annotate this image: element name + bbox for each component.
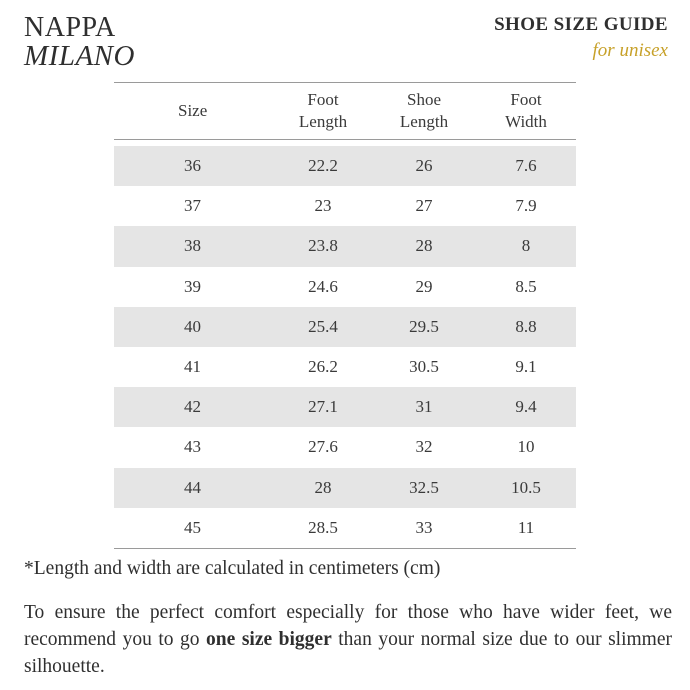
cell-size: 38 xyxy=(184,236,201,256)
table-row xyxy=(114,468,576,508)
cell-foot-width: 9.1 xyxy=(515,357,537,377)
guide-subtitle: for unisex xyxy=(592,40,668,61)
cell-size: 42 xyxy=(184,397,201,417)
table-row xyxy=(114,226,576,266)
header-foot-length-line1: Foot xyxy=(307,90,339,109)
cell-foot-width: 10.5 xyxy=(511,477,541,497)
size-table xyxy=(114,82,576,549)
header-foot-length xyxy=(274,89,372,133)
header-foot-width-line1: Foot xyxy=(510,90,542,109)
header-size-label: Size xyxy=(178,101,208,120)
cell-foot-length: 25.4 xyxy=(308,316,338,336)
cell-foot-length: 24.6 xyxy=(308,276,338,296)
cell-size: 43 xyxy=(184,437,201,457)
table-row xyxy=(114,387,576,427)
header-shoe-length-line1: Shoe xyxy=(407,90,441,109)
cell-size: 40 xyxy=(184,316,201,336)
cell-foot-length: 28.5 xyxy=(308,517,338,537)
cell-shoe-length: 33 xyxy=(415,517,433,537)
cell-foot-width: 9.4 xyxy=(515,397,537,417)
cell-shoe-length: 31 xyxy=(415,397,433,417)
header-foot-length-line2: Length xyxy=(298,112,348,131)
fit-advice-emphasis: one size bigger xyxy=(206,629,332,650)
cell-size: 41 xyxy=(184,357,201,377)
cell-size: 44 xyxy=(184,477,201,497)
cell-foot-length: 27.6 xyxy=(308,437,338,457)
measurement-note: *Length and width are calculated in centimeters (cm) xyxy=(24,558,441,579)
header-foot-width xyxy=(476,89,576,133)
fit-advice-text-before: To ensure the perfect comfort especially for those who have wider feet, we recommend you to go xyxy=(24,602,672,650)
cell-size: 36 xyxy=(184,156,201,176)
table-row xyxy=(114,146,576,186)
cell-shoe-length: 29 xyxy=(415,276,433,296)
cell-size: 45 xyxy=(184,517,201,537)
cell-foot-width: 11 xyxy=(517,517,535,537)
cell-foot-length: 27.1 xyxy=(308,397,338,417)
cell-foot-width: 8.8 xyxy=(515,316,537,336)
cell-foot-width: 7.6 xyxy=(515,156,537,176)
table-header-row xyxy=(114,83,576,139)
fit-advice-text-after: than your normal size due to our slimmer silhouette. xyxy=(24,629,672,677)
brand-name-line2: MILANO xyxy=(24,40,135,72)
cell-foot-length: 26.2 xyxy=(308,357,338,377)
cell-shoe-length: 26 xyxy=(415,156,433,176)
cell-shoe-length: 28 xyxy=(415,236,433,256)
table-row xyxy=(114,427,576,467)
guide-heading xyxy=(494,14,668,62)
cell-shoe-length: 32 xyxy=(415,437,433,457)
brand-name-line1: NAPPA xyxy=(24,12,116,43)
guide-title: SHOE SIZE GUIDE xyxy=(494,14,668,35)
table-row xyxy=(114,307,576,347)
header-size xyxy=(114,100,274,122)
cell-shoe-length: 27 xyxy=(415,196,433,216)
cell-shoe-length: 30.5 xyxy=(409,357,439,377)
header-shoe-length xyxy=(372,89,476,133)
cell-foot-length: 23.8 xyxy=(308,236,338,256)
cell-shoe-length: 29.5 xyxy=(409,316,439,336)
cell-foot-length: 28 xyxy=(314,477,332,497)
table-row xyxy=(114,267,576,307)
cell-size: 37 xyxy=(184,196,201,216)
cell-shoe-length: 32.5 xyxy=(409,477,439,497)
table-bottom-rule xyxy=(114,548,576,549)
cell-foot-length: 22.2 xyxy=(308,156,338,176)
cell-foot-width: 7.9 xyxy=(515,196,537,216)
header-shoe-length-line2: Length xyxy=(399,112,449,131)
cell-foot-width: 8 xyxy=(521,236,531,256)
cell-foot-length: 23 xyxy=(314,196,332,216)
cell-foot-width: 8.5 xyxy=(515,276,537,296)
fit-advice-paragraph xyxy=(24,599,672,680)
table-row xyxy=(114,347,576,387)
brand-logo xyxy=(24,10,135,71)
cell-foot-width: 10 xyxy=(517,437,535,457)
table-row xyxy=(114,186,576,226)
table-row xyxy=(114,508,576,548)
cell-size: 39 xyxy=(184,276,201,296)
header-foot-width-line2: Width xyxy=(505,112,547,131)
